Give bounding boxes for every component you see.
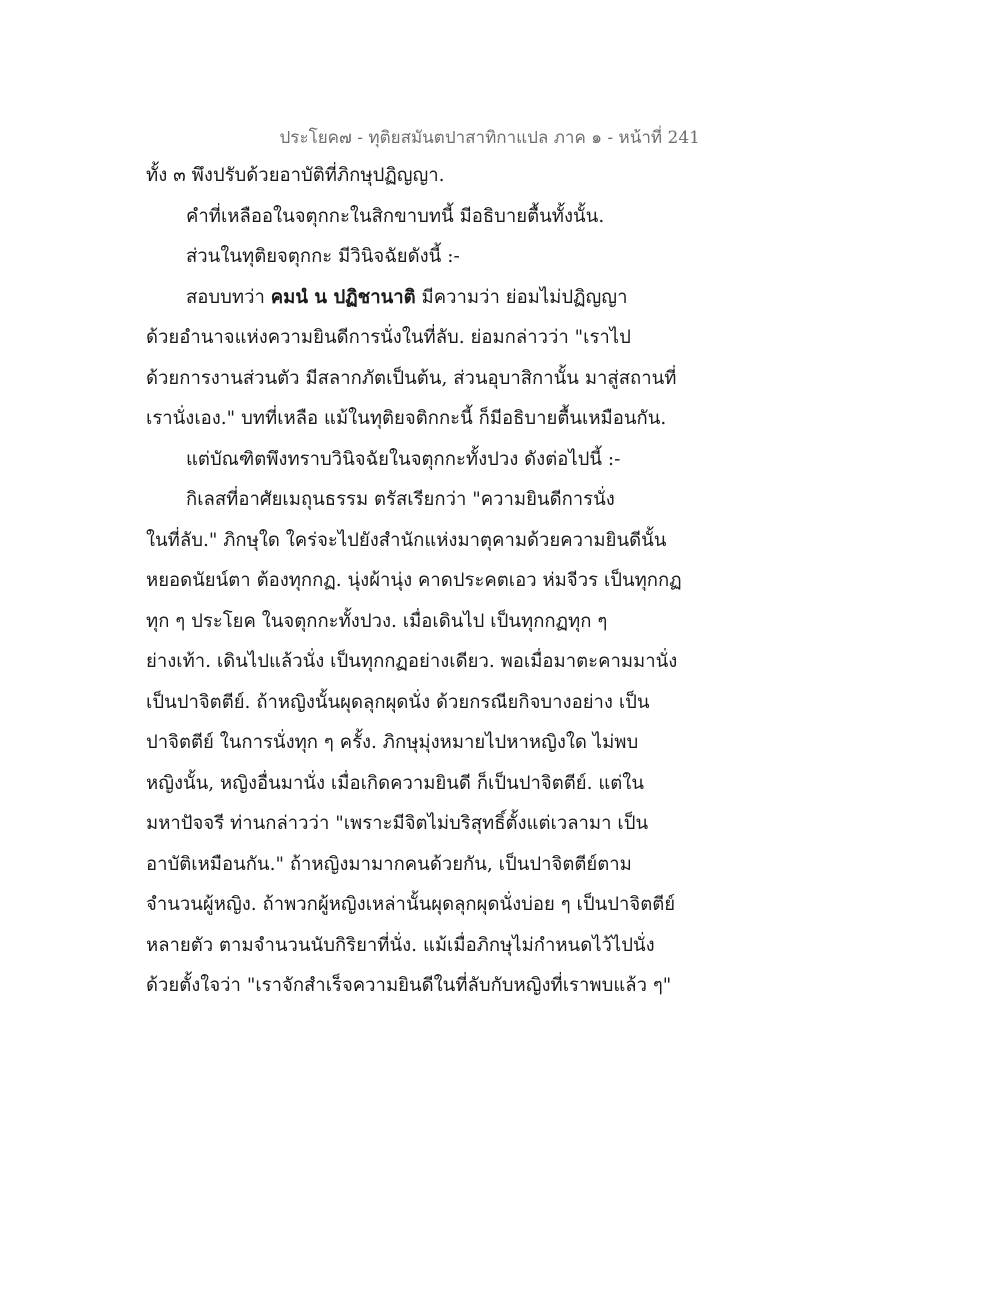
paragraph-3-line-1: ส่วนในทุติยจตุกกะ มีวินิจฉัยดังนี้ :- [186, 246, 460, 267]
paragraph-6-line-4: ทุก ๆ ประโยค ในจตุกกะทั้งปวง. เมื่อเดินไป เป็นทุกกฏทุก ๆ [146, 610, 608, 632]
paragraph-4-line-3: ด้วยการงานส่วนตัว มีสลากภัตเป็นต้น, ส่วนอุบาสิกานั้น มาสู่สถานที่ [146, 367, 677, 389]
paragraph-6-line-2: ในที่ลับ." ภิกษุใด ใคร่จะไปยังสำนักแห่งมาตุคามด้วยความยินดีนั้น [146, 529, 667, 551]
paragraph-6-line-7: ปาจิตตีย์ ในการนั่งทุก ๆ ครั้ง. ภิกษุมุ่งหมายไปหาหญิงใด ไม่พบ [146, 732, 639, 753]
paragraph-2-line-1: คำที่เหลืออในจตุกกะในสิกขาบทนี้ มีอธิบายตื้นทั้งนั้น. [186, 205, 605, 227]
paragraph-4-line-2: ด้วยอำนาจแห่งความยินดีการนั่งในที่ลับ. ย่อมกล่าวว่า "เราไป [146, 327, 631, 348]
pali-term: คมนํ น ปฏิชานาติ [270, 286, 416, 308]
paragraph-6-line-13: ด้วยตั้งใจว่า "เราจักสำเร็จความยินดีในที่ลับกับหญิงที่เราพบแล้ว ๆ" [146, 975, 672, 996]
paragraph-4-prefix: สอบบทว่า [186, 286, 271, 308]
paragraph-6-line-8: หญิงนั้น, หญิงอื่นมานั่ง เมื่อเกิดความยินดี ก็เป็นปาจิตตีย์. แต่ใน [146, 772, 644, 794]
paragraph-6-line-9: มหาปัจจรี ท่านกล่าวว่า "เพราะมีจิตไม่บริสุทธิ์ตั้งแต่เวลามา เป็น [146, 813, 649, 834]
paragraph-6-line-1: กิเลสที่อาศัยเมถุนธรรม ตรัสเรียกว่า "ความยินดีการนั่ง [186, 489, 615, 510]
paragraph-4-suffix: มีความว่า ย่อมไม่ปฏิญญา [415, 286, 628, 308]
paragraph-6-line-3: หยอดนัยน์ตา ต้องทุกกฏ. นุ่งผ้านุ่ง คาดประคตเอว ห่มจีวร เป็นทุกกฏ [146, 570, 682, 591]
paragraph-5-line-1: แต่บัณฑิตพึงทราบวินิจฉัยในจตุกกะทั้งปวง ดังต่อไปนี้ :- [186, 448, 621, 470]
paragraph-6-line-5: ย่างเท้า. เดินไปแล้วนั่ง เป็นทุกกฏอย่างเดียว. พอเมื่อมาตะคามมานั่ง [146, 651, 678, 672]
running-header: ประโยค๗ - ทุติยสมันตปาสาทิกาแปล ภาค ๑ - หน้าที่ 241 [279, 128, 700, 148]
paragraph-4-line-4: เรานั่งเอง." บทที่เหลือ แม้ในทุติยจติกกะนี้ ก็มีอธิบายตื้นเหมือนกัน. [146, 408, 667, 429]
paragraph-6-line-6: เป็นปาจิตตีย์. ถ้าหญิงนั้นผุดลุกผุดนั่ง ด้วยกรณียกิจบางอย่าง เป็น [146, 691, 650, 713]
paragraph-6-line-11: จำนวนผู้หญิง. ถ้าพวกผู้หญิงเหล่านั้นผุดลุกผุดนั่งบ่อย ๆ เป็นปาจิตตีย์ [146, 894, 676, 915]
body-text [146, 156, 726, 1007]
paragraph-4-line-1 [146, 278, 726, 319]
paragraph-1-line-1: ทั้ง ๓ พึงปรับด้วยอาบัติที่ภิกษุปฏิญญา. [146, 165, 445, 186]
paragraph-6-line-10: อาบัติเหมือนกัน." ถ้าหญิงมามากคนด้วยกัน, เป็นปาจิตตีย์ตาม [146, 853, 632, 875]
paragraph-6-line-12: หลายตัว ตามจำนวนนับกิริยาที่นั่ง. แม้เมื่อภิกษุไม่กำหนดไว้ไปนั่ง [146, 934, 655, 956]
